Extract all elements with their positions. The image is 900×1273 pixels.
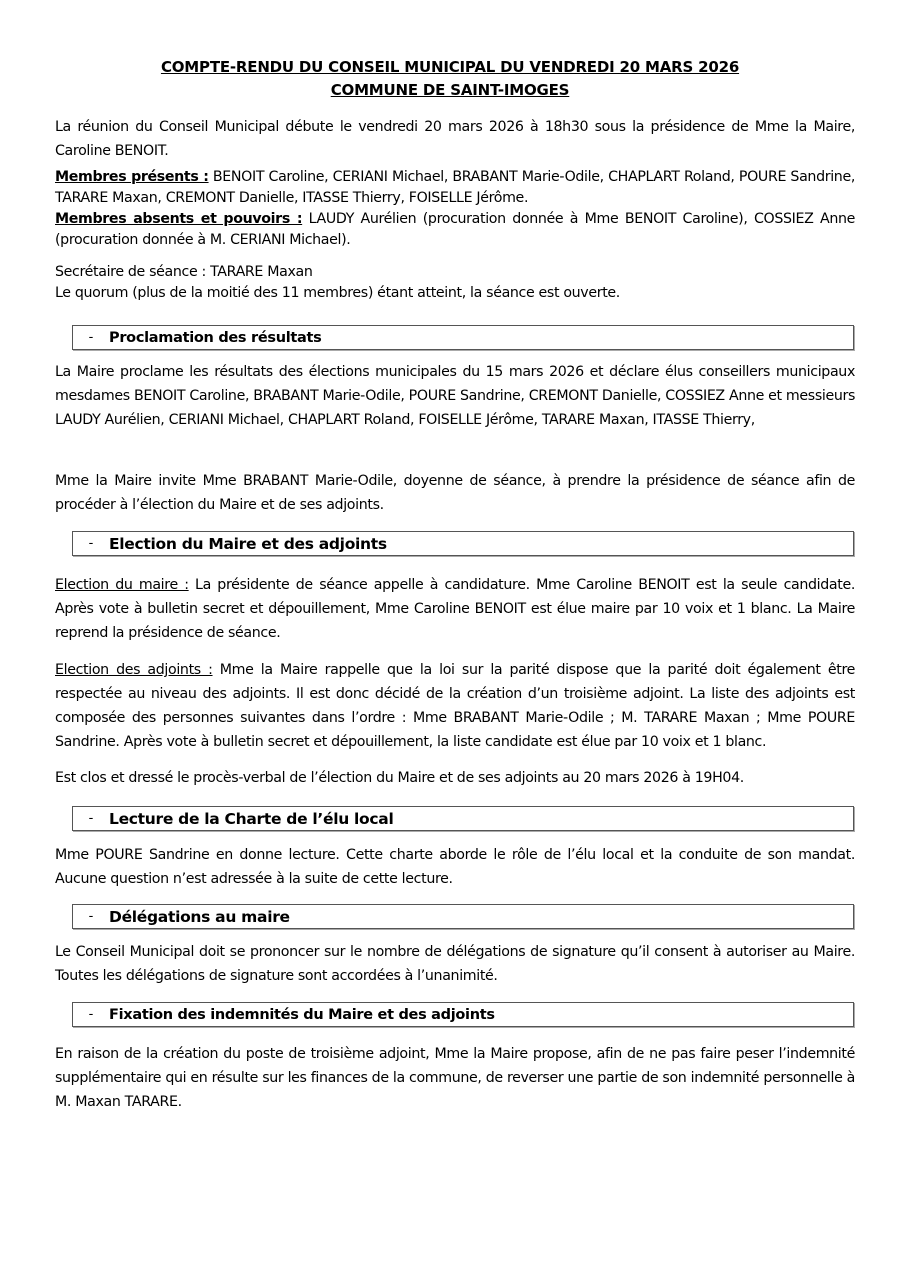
members-absent-list: LAUDY Aurélien (procuration donnée à Mme BENOIT Caroline), COSSIEZ Anne (procuration donnée à M. CERIANI Michael).: [55, 211, 855, 248]
bullet-dash: -: [88, 811, 94, 826]
delegations-paragraph: Le Conseil Municipal doit se prononcer sur le nombre de délégations de signature qu’il consent à autoriser au Maire. Toutes les délégations de signature sont accordées à l’unanimité.: [55, 944, 855, 984]
section-header-delegations: [72, 904, 854, 929]
section-title: Délégations au maire: [109, 907, 290, 926]
section-title: Proclamation des résultats: [109, 329, 322, 346]
mayor-election-label: Election du maire :: [55, 577, 189, 593]
mayor-election-text: La présidente de séance appelle à candidature. Mme Caroline BENOIT est la seule candidate. Après vote à bulletin secret et dépouillement, Mme Caroline BENOIT est élue maire par 10 voix et 1 blanc. La Maire reprend la présidence de séance.: [55, 577, 855, 641]
intro-paragraph: La réunion du Conseil Municipal débute le vendredi 20 mars 2026 à 18h30 sous la présidence de Mme la Maire, Caroline BENOIT.: [55, 119, 855, 159]
section-header-charter: [72, 806, 854, 831]
section-title: Fixation des indemnités du Maire et des adjoints: [109, 1006, 495, 1023]
invitation-paragraph: Mme la Maire invite Mme BRABANT Marie-Odile, doyenne de séance, à prendre la présidence de séance afin de procéder à l’élection du Maire et de ses adjoints.: [55, 473, 855, 513]
members-absent-label: Membres absents et pouvoirs :: [55, 211, 303, 227]
section-header-election: [72, 531, 854, 556]
closing-paragraph: Est clos et dressé le procès-verbal de l’élection du Maire et de ses adjoints au 20 mars 2026 à 19H04.: [55, 770, 744, 786]
bullet-dash: -: [88, 536, 94, 551]
indemnities-paragraph: En raison de la création du poste de troisième adjoint, Mme la Maire propose, afin de ne pas faire peser l’indemnité supplémentaire qui en résulte sur les finances de la commune, de reverser une partie de son indemnité personnelle à M. Maxan TARARE.: [55, 1046, 855, 1110]
members-present-list: BENOIT Caroline, CERIANI Michael, BRABANT Marie-Odile, CHAPLART Roland, POURE Sandrine, TARARE Maxan, CREMONT Danielle, ITASSE Thierry, FOISELLE Jérôme.: [55, 169, 855, 206]
members-present-label: Membres présents :: [55, 169, 209, 185]
section-title: Election du Maire et des adjoints: [109, 534, 387, 553]
section-title: Lecture de la Charte de l’élu local: [109, 809, 394, 828]
proclamation-paragraph: La Maire proclame les résultats des élections municipales du 15 mars 2026 et déclare élus conseillers municipaux mesdames BENOIT Caroline, BRABANT Marie-Odile, POURE Sandrine, CREMONT Danielle, COSSIEZ Anne et messieurs LAUDY Aurélien, CERIANI Michael, CHAPLART Roland, FOISELLE Jérôme, TARARE Maxan, ITASSE Thierry,: [55, 364, 855, 428]
document-title: COMPTE-RENDU DU CONSEIL MUNICIPAL DU VENDREDI 20 MARS 2026: [160, 58, 740, 76]
bullet-dash: -: [88, 909, 94, 924]
members-absent: [55, 209, 855, 251]
members-present: [55, 167, 855, 209]
section-header-indemnities: [72, 1002, 854, 1027]
mayor-election-paragraph: [55, 573, 855, 645]
quorum-line: Le quorum (plus de la moitié des 11 membres) étant atteint, la séance est ouverte.: [55, 285, 620, 301]
bullet-dash: -: [88, 330, 94, 345]
deputies-election-paragraph: [55, 658, 855, 754]
document-subtitle: COMMUNE DE SAINT-IMOGES: [330, 81, 570, 99]
secretary-line: Secrétaire de séance : TARARE Maxan: [55, 264, 313, 280]
charter-paragraph: Mme POURE Sandrine en donne lecture. Cette charte aborde le rôle de l’élu local et la conduite de son mandat. Aucune question n’est adressée à la suite de cette lecture.: [55, 847, 855, 887]
deputies-election-label: Election des adjoints :: [55, 662, 213, 678]
section-header-proclamation: [72, 325, 854, 350]
bullet-dash: -: [88, 1007, 94, 1022]
deputies-election-text: Mme la Maire rappelle que la loi sur la parité dispose que la parité doit également être respectée au niveau des adjoints. Il est donc décidé de la création d’un troisième adjoint. La liste des adjoints est composée des personnes suivantes dans l’ordre : Mme BRABANT Marie-Odile ; M. TARARE Maxan ; Mme POURE Sandrine. Après vote à bulletin secret et dépouillement, la liste candidate est élue par 10 voix et 1 blanc.: [55, 662, 855, 750]
